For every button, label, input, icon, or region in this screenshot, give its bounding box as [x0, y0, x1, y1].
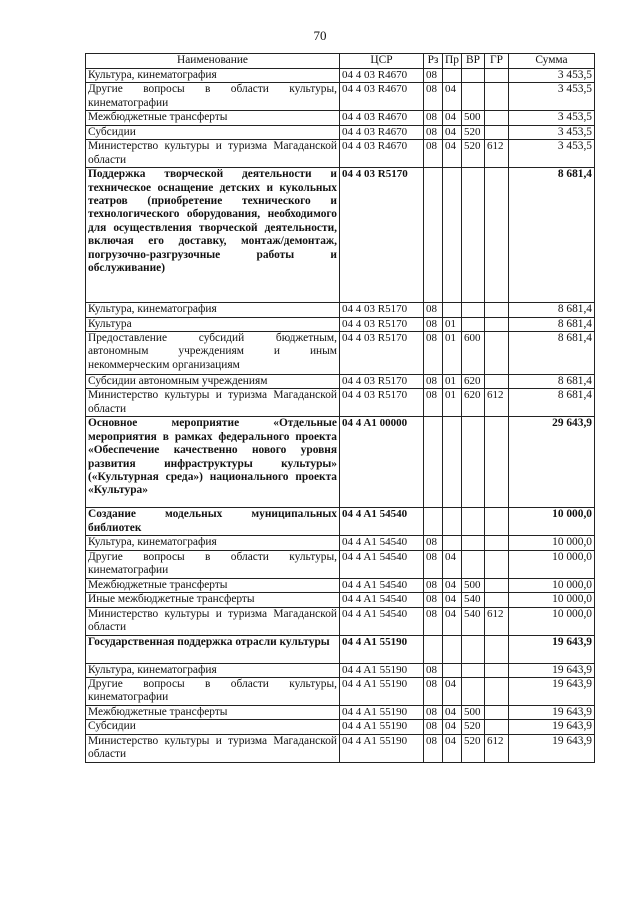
cell-vr: 500 [462, 706, 485, 720]
cell-csr: 04 4 A1 55190 [340, 734, 424, 762]
cell-vr [462, 508, 485, 536]
cell-sum: 3 453,5 [509, 125, 595, 139]
table-row [86, 607, 595, 635]
cell-gr [485, 593, 509, 607]
table-row [86, 706, 595, 720]
table-row [86, 720, 595, 734]
header-sum: Сумма [509, 54, 595, 69]
cell-csr: 04 4 03 R5170 [340, 303, 424, 317]
cell-gr: 612 [485, 734, 509, 762]
cell-pr: 04 [443, 678, 462, 706]
cell-pr: 04 [443, 83, 462, 111]
cell-csr: 04 4 A1 55190 [340, 635, 424, 663]
cell-rz [424, 635, 443, 663]
cell-rz: 08 [424, 140, 443, 168]
cell-rz: 08 [424, 317, 443, 331]
cell-pr: 04 [443, 706, 462, 720]
cell-csr: 04 4 A1 55190 [340, 720, 424, 734]
cell-name: Межбюджетные трансферты [86, 706, 340, 720]
cell-rz: 08 [424, 663, 443, 677]
cell-vr: 540 [462, 593, 485, 607]
cell-vr [462, 663, 485, 677]
cell-gr [485, 720, 509, 734]
cell-csr: 04 4 A1 55190 [340, 678, 424, 706]
cell-rz: 08 [424, 678, 443, 706]
table-row [86, 389, 595, 417]
cell-rz: 08 [424, 734, 443, 762]
cell-name: Субсидии автономным учреждениям [86, 375, 340, 389]
cell-sum: 19 643,9 [509, 706, 595, 720]
cell-csr: 04 4 A1 54540 [340, 593, 424, 607]
cell-vr [462, 678, 485, 706]
cell-sum: 10 000,0 [509, 536, 595, 550]
cell-gr [485, 706, 509, 720]
cell-gr [485, 578, 509, 592]
table-row [86, 168, 595, 303]
cell-pr [443, 417, 462, 508]
table-row [86, 593, 595, 607]
cell-name: Министерство культуры и туризма Магаданской области [86, 140, 340, 168]
cell-sum: 3 453,5 [509, 69, 595, 83]
cell-csr: 04 4 A1 55190 [340, 663, 424, 677]
cell-sum: 3 453,5 [509, 140, 595, 168]
cell-name: Культура [86, 317, 340, 331]
cell-sum: 19 643,9 [509, 635, 595, 663]
cell-rz [424, 508, 443, 536]
cell-pr: 04 [443, 578, 462, 592]
cell-rz: 08 [424, 607, 443, 635]
cell-gr [485, 125, 509, 139]
table-row [86, 317, 595, 331]
cell-csr: 04 4 03 R5170 [340, 317, 424, 331]
cell-csr: 04 4 03 R4670 [340, 111, 424, 125]
cell-sum: 10 000,0 [509, 593, 595, 607]
table-row [86, 550, 595, 578]
cell-pr: 04 [443, 734, 462, 762]
cell-name: Субсидии [86, 720, 340, 734]
cell-vr [462, 69, 485, 83]
cell-name: Другие вопросы в области культуры, кинематографии [86, 678, 340, 706]
cell-gr [485, 678, 509, 706]
cell-rz: 08 [424, 536, 443, 550]
cell-name: Межбюджетные трансферты [86, 578, 340, 592]
cell-pr [443, 635, 462, 663]
cell-sum: 29 643,9 [509, 417, 595, 508]
cell-gr [485, 550, 509, 578]
cell-pr [443, 663, 462, 677]
cell-gr [485, 111, 509, 125]
cell-gr [485, 83, 509, 111]
cell-rz: 08 [424, 593, 443, 607]
cell-sum: 8 681,4 [509, 389, 595, 417]
cell-sum: 19 643,9 [509, 720, 595, 734]
cell-gr: 612 [485, 389, 509, 417]
cell-gr [485, 317, 509, 331]
cell-vr [462, 635, 485, 663]
cell-rz: 08 [424, 375, 443, 389]
cell-name: Основное мероприятие «Отдельные мероприятия в рамках федерального проекта «Обеспечение качественно нового уровня развития инфраструктуры культуры» («Культурная среда») национального проекта «Культура» [86, 417, 340, 508]
table-row [86, 125, 595, 139]
cell-vr [462, 417, 485, 508]
cell-vr [462, 303, 485, 317]
cell-gr: 612 [485, 140, 509, 168]
cell-name: Другие вопросы в области культуры, кинематографии [86, 83, 340, 111]
cell-pr [443, 69, 462, 83]
budget-table [85, 53, 595, 763]
cell-vr: 520 [462, 125, 485, 139]
cell-vr: 500 [462, 111, 485, 125]
cell-name: Министерство культуры и туризма Магаданской области [86, 389, 340, 417]
cell-vr [462, 550, 485, 578]
cell-vr [462, 168, 485, 303]
cell-vr: 540 [462, 607, 485, 635]
cell-sum: 10 000,0 [509, 578, 595, 592]
cell-vr: 520 [462, 720, 485, 734]
cell-pr: 04 [443, 607, 462, 635]
cell-csr: 04 4 A1 54540 [340, 607, 424, 635]
cell-csr: 04 4 A1 54540 [340, 536, 424, 550]
cell-name: Министерство культуры и туризма Магаданской области [86, 734, 340, 762]
page-number: 70 [313, 28, 327, 43]
cell-vr [462, 83, 485, 111]
header-name: Наименование [86, 54, 340, 69]
cell-pr: 04 [443, 550, 462, 578]
cell-name: Поддержка творческой деятельности и техническое оснащение детских и кукольных театров (приобретение технического и технологического оборудования, необходимого для осуществления творческой деятельности, включая его доставку, монтаж/демонтаж, погрузочно-разгрузочные работы и обслуживание) [86, 168, 340, 303]
cell-vr: 520 [462, 734, 485, 762]
table-row [86, 417, 595, 508]
cell-rz: 08 [424, 389, 443, 417]
cell-sum: 10 000,0 [509, 550, 595, 578]
table-row [86, 111, 595, 125]
table-row [86, 303, 595, 317]
cell-sum: 8 681,4 [509, 303, 595, 317]
cell-name: Предоставление субсидий бюджетным, автономным учреждениям и иным некоммерческим организациям [86, 332, 340, 375]
table-row [86, 375, 595, 389]
cell-gr [485, 332, 509, 375]
cell-vr: 620 [462, 375, 485, 389]
cell-vr [462, 317, 485, 331]
table-header-row [86, 54, 595, 69]
cell-name: Министерство культуры и туризма Магаданской области [86, 607, 340, 635]
cell-pr: 04 [443, 593, 462, 607]
cell-rz: 08 [424, 550, 443, 578]
cell-sum: 8 681,4 [509, 375, 595, 389]
cell-csr: 04 4 03 R5170 [340, 375, 424, 389]
cell-sum: 19 643,9 [509, 734, 595, 762]
table-row [86, 635, 595, 663]
cell-csr: 04 4 A1 54540 [340, 578, 424, 592]
header-rz: Рз [424, 54, 443, 69]
cell-vr: 620 [462, 389, 485, 417]
cell-pr [443, 168, 462, 303]
cell-vr: 600 [462, 332, 485, 375]
cell-pr: 04 [443, 720, 462, 734]
cell-sum: 8 681,4 [509, 332, 595, 375]
cell-sum: 19 643,9 [509, 678, 595, 706]
cell-csr: 04 4 03 R4670 [340, 83, 424, 111]
cell-rz: 08 [424, 332, 443, 375]
cell-csr: 04 4 03 R5170 [340, 389, 424, 417]
header-csr: ЦСР [340, 54, 424, 69]
cell-name: Культура, кинематография [86, 536, 340, 550]
cell-gr [485, 303, 509, 317]
cell-sum: 8 681,4 [509, 168, 595, 303]
table-row [86, 678, 595, 706]
cell-rz [424, 417, 443, 508]
cell-sum: 3 453,5 [509, 83, 595, 111]
cell-rz [424, 168, 443, 303]
table-row [86, 734, 595, 762]
table-row [86, 69, 595, 83]
cell-rz: 08 [424, 69, 443, 83]
cell-gr [485, 375, 509, 389]
cell-rz: 08 [424, 578, 443, 592]
cell-gr [485, 69, 509, 83]
cell-name: Другие вопросы в области культуры, кинематографии [86, 550, 340, 578]
table-row [86, 508, 595, 536]
cell-pr: 01 [443, 332, 462, 375]
cell-pr [443, 303, 462, 317]
cell-csr: 04 4 A1 54540 [340, 550, 424, 578]
table-row [86, 83, 595, 111]
cell-csr: 04 4 03 R5170 [340, 168, 424, 303]
cell-name: Государственная поддержка отрасли культуры [86, 635, 340, 663]
cell-gr [485, 168, 509, 303]
table-body [86, 69, 595, 763]
cell-pr: 04 [443, 125, 462, 139]
cell-vr: 520 [462, 140, 485, 168]
cell-sum: 8 681,4 [509, 317, 595, 331]
header-pr: Пр [443, 54, 462, 69]
cell-sum: 10 000,0 [509, 607, 595, 635]
cell-rz: 08 [424, 125, 443, 139]
cell-rz: 08 [424, 720, 443, 734]
cell-pr: 01 [443, 389, 462, 417]
table-row [86, 578, 595, 592]
table-row [86, 140, 595, 168]
cell-csr: 04 4 A1 54540 [340, 508, 424, 536]
cell-rz: 08 [424, 83, 443, 111]
cell-csr: 04 4 03 R4670 [340, 140, 424, 168]
cell-gr [485, 635, 509, 663]
cell-name: Межбюджетные трансферты [86, 111, 340, 125]
cell-gr: 612 [485, 607, 509, 635]
cell-csr: 04 4 03 R4670 [340, 69, 424, 83]
cell-vr [462, 536, 485, 550]
cell-sum: 10 000,0 [509, 508, 595, 536]
cell-csr: 04 4 A1 55190 [340, 706, 424, 720]
cell-pr [443, 536, 462, 550]
cell-rz: 08 [424, 111, 443, 125]
table-row [86, 536, 595, 550]
cell-pr: 01 [443, 317, 462, 331]
header-gr: ГР [485, 54, 509, 69]
cell-vr: 500 [462, 578, 485, 592]
cell-gr [485, 417, 509, 508]
cell-pr: 04 [443, 111, 462, 125]
cell-name: Культура, кинематография [86, 303, 340, 317]
cell-name: Культура, кинематография [86, 663, 340, 677]
cell-name: Создание модельных муниципальных библиотек [86, 508, 340, 536]
cell-gr [485, 663, 509, 677]
cell-name: Субсидии [86, 125, 340, 139]
cell-rz: 08 [424, 303, 443, 317]
table-row [86, 332, 595, 375]
cell-gr [485, 508, 509, 536]
cell-pr [443, 508, 462, 536]
cell-gr [485, 536, 509, 550]
table-row [86, 663, 595, 677]
cell-sum: 3 453,5 [509, 111, 595, 125]
header-vr: ВР [462, 54, 485, 69]
cell-name: Иные межбюджетные трансферты [86, 593, 340, 607]
cell-csr: 04 4 03 R4670 [340, 125, 424, 139]
cell-sum: 19 643,9 [509, 663, 595, 677]
cell-csr: 04 4 03 R5170 [340, 332, 424, 375]
cell-pr: 04 [443, 140, 462, 168]
cell-name: Культура, кинематография [86, 69, 340, 83]
cell-pr: 01 [443, 375, 462, 389]
cell-rz: 08 [424, 706, 443, 720]
cell-csr: 04 4 A1 00000 [340, 417, 424, 508]
